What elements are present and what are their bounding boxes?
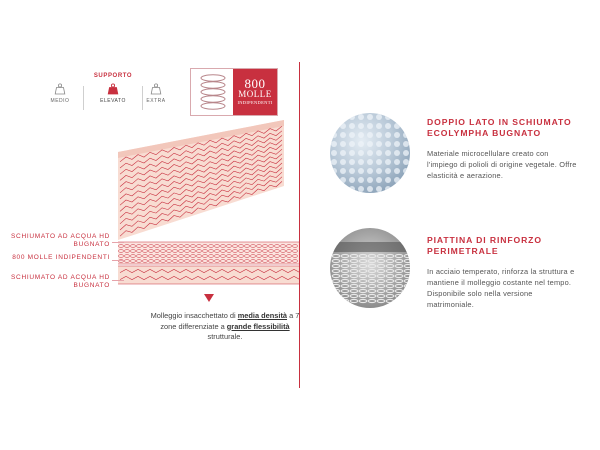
support-option-label: EXTRA	[146, 98, 166, 104]
badge-number: 800	[244, 76, 266, 91]
leader-line	[112, 280, 124, 281]
layer-label-springs: 800 MOLLE INDIPENDENTI	[12, 254, 110, 261]
vertical-divider	[299, 62, 300, 388]
caption-text: strutturale.	[207, 332, 243, 341]
layer-label-bottom: SCHIUMATO AD ACQUA HD BUGNATO	[11, 274, 110, 289]
weight-medium-icon	[54, 83, 66, 95]
weight-extra-icon	[150, 83, 162, 95]
leader-line	[112, 260, 124, 261]
badge-subtitle: INDIPENDENTI	[237, 100, 273, 105]
caption-text: a 7 zone differenziate a	[160, 311, 300, 331]
coil-spring-icon	[197, 73, 229, 111]
caption-emphasis: grande flessibilità	[226, 321, 290, 331]
feature-desc-reinforcement: In acciaio temperato, rinforza la struttura e mantiene il molleggio costante nel tempo. Disponibile solo nella versione matrimoniale.	[427, 267, 575, 309]
badge-label	[233, 69, 277, 115]
weight-high-icon	[107, 83, 119, 95]
springs-texture	[330, 228, 410, 308]
support-option-label: MEDIO	[50, 98, 70, 104]
springs-closeup-image	[330, 228, 410, 308]
down-arrow-icon	[204, 294, 214, 302]
feature-title-foam: DOPPIO LATO IN SCHIUMATO ECOLYMPHA BUGNATO	[427, 117, 572, 138]
support-option-extra[interactable]	[136, 83, 176, 104]
springs-badge	[190, 68, 278, 116]
support-option-elevato[interactable]	[93, 83, 133, 104]
spring-caption	[150, 311, 300, 343]
layer-label-top: SCHIUMATO AD ACQUA HD BUGNATO	[11, 233, 110, 248]
feature-title-reinforcement: PIATTINA DI RINFORZO PERIMETRALE	[427, 235, 542, 256]
support-title: SUPPORTO	[93, 73, 133, 79]
leader-line	[112, 242, 124, 243]
divider	[83, 86, 84, 110]
support-option-label: ELEVATO	[100, 98, 126, 104]
mattress-illustration	[118, 112, 300, 292]
foam-closeup-image	[330, 113, 410, 193]
feature-desc-foam: Materiale microcellulare creato con l'impiego di polioli di origine vegetale. Offre elasticità e aerazione.	[427, 149, 577, 180]
caption-text: Molleggio insacchettato di	[150, 311, 238, 320]
support-option-medio[interactable]	[40, 83, 80, 104]
caption-emphasis: media densità	[237, 311, 288, 320]
foam-texture	[330, 113, 410, 193]
badge-word: MOLLE	[238, 89, 272, 99]
